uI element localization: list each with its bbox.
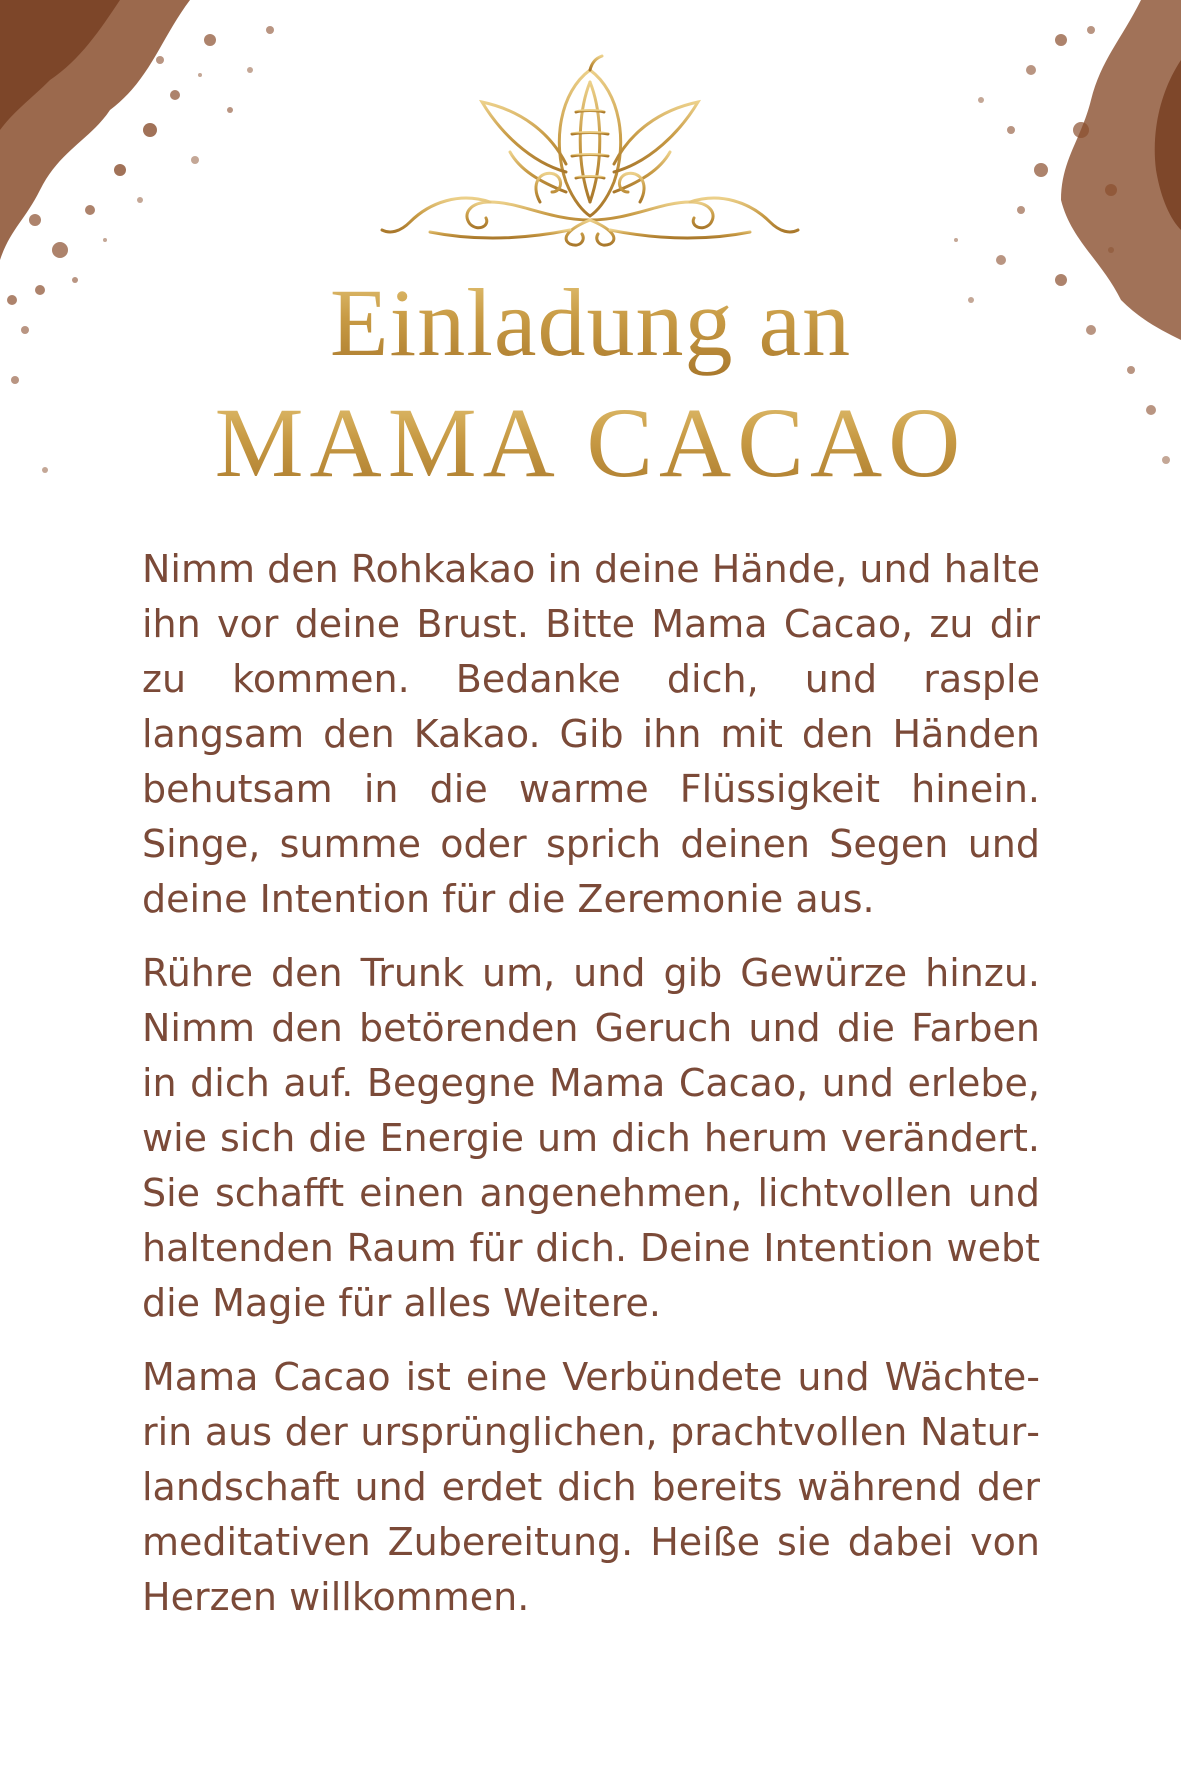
title-line-2: MAMA CACAO — [0, 386, 1181, 500]
cacao-pod-ornament-icon — [370, 52, 810, 252]
title-line-1: Einladung an — [0, 268, 1181, 378]
paragraph-2: Rühre den Trunk um, und gib Gewürze hinzu. Nimm den betörenden Geruch und die Farben in dich auf. Begegne Mama Cacao, und erlebe, wie sich die Energie um dich herum verändert. Sie schafft einen angenehmen, lichtvollen und haltenden Raum für dich. Deine Intention webt die Magie für alles Weitere. — [142, 951, 1040, 1325]
paragraph-1: Nimm den Rohkakao in deine Hände, und halte ihn vor deine Brust. Bitte Mama Cacao, zu dir zu kommen. Bedanke dich, und rasple langsam den Kakao. Gib ihn mit den Händen behutsam in die warme Flüssigkeit hinein. Singe, summe oder sprich deinen Segen und deine Intention für die Zeremonie aus. — [142, 547, 1040, 921]
paragraph-3: Mama Cacao ist eine Verbündete und Wächterin aus der ursprünglichen, prachtvollen Naturlandschaft und erdet dich bereits während der meditativen Zubereitung. Heiße sie dabei von Herzen willkommen. — [142, 1355, 1040, 1619]
body-text — [142, 542, 1040, 1644]
